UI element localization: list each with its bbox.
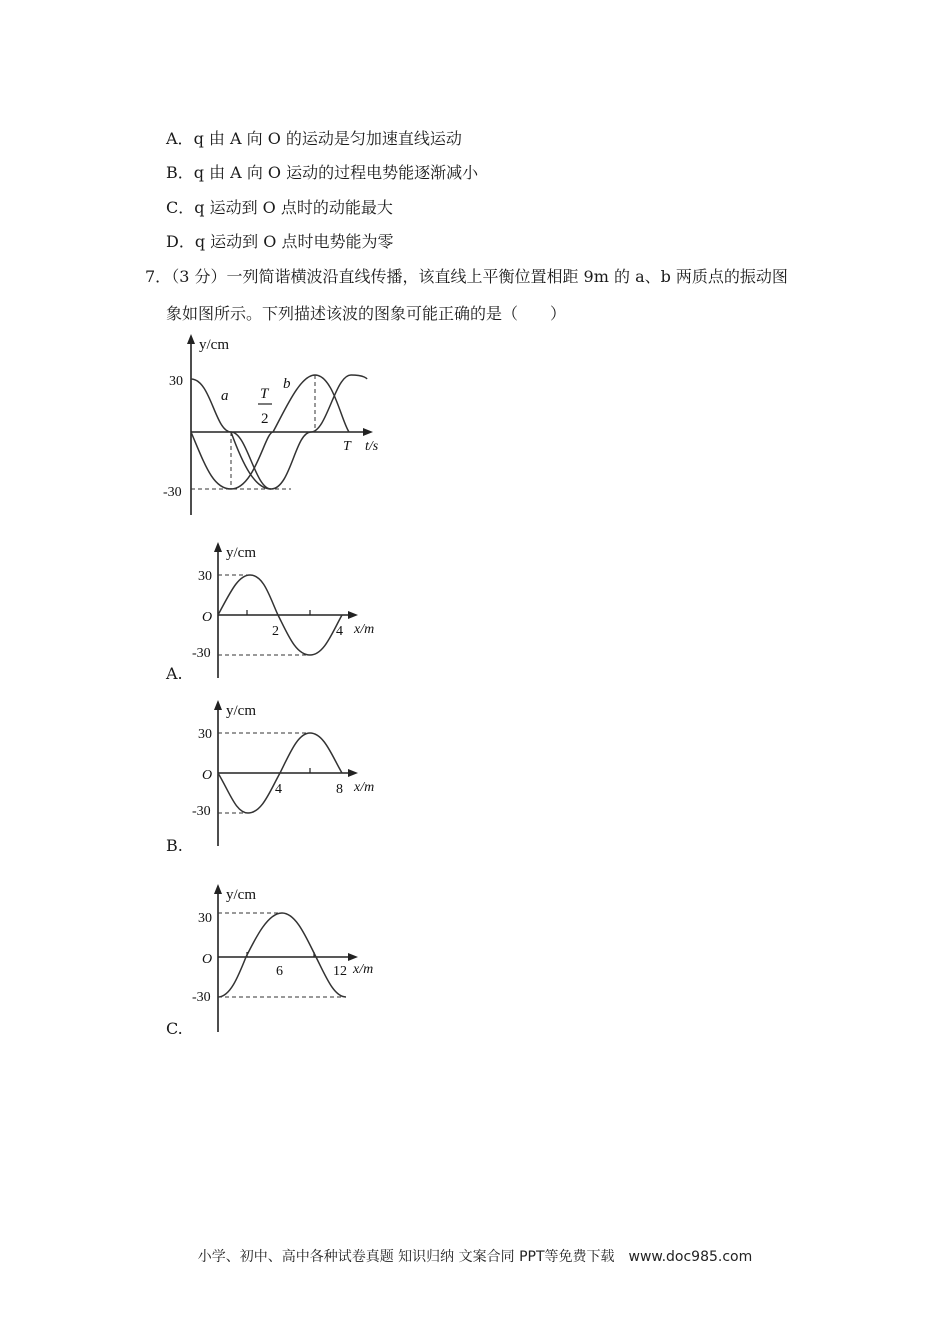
tick-30: 30 <box>198 911 212 926</box>
page-footer: 小学、初中、高中各种试卷真题 知识归纳 文案合同 PPT等免费下载 www.doc985.com <box>197 1249 753 1265</box>
origin-label: O <box>202 952 213 967</box>
tick-30: 30 <box>198 727 212 742</box>
y-axis-label: y/cm <box>226 887 256 903</box>
x-tick-2: 8 <box>336 782 343 797</box>
tick-neg30: -30 <box>192 990 211 1005</box>
x-tick-1: 2 <box>272 624 279 639</box>
tick-30: 30 <box>198 569 212 584</box>
option-text: q 运动到 O 点时的动能最大 <box>194 198 393 217</box>
x-axis-label: x/m <box>354 622 375 637</box>
x-axis-arrow <box>348 611 358 619</box>
option-d <box>166 229 393 252</box>
origin-label: O <box>202 610 213 625</box>
option-letter: B． <box>166 163 194 182</box>
half-T-numerator: T <box>260 386 269 402</box>
choice-c-graph <box>190 880 390 1035</box>
origin-label: O <box>202 768 213 783</box>
y-axis-arrow <box>214 884 222 894</box>
choice-b-graph <box>190 696 390 846</box>
option-a <box>166 126 462 149</box>
y-axis-label: y/cm <box>226 703 256 719</box>
tick-30: 30 <box>169 374 183 389</box>
half-T-denominator: 2 <box>261 411 269 427</box>
option-letter: C． <box>166 198 195 217</box>
curve-a-label: a <box>221 388 229 404</box>
y-axis-label: y/cm <box>226 545 256 561</box>
wave-c <box>218 913 346 997</box>
option-b <box>166 160 478 183</box>
x-tick-1: 6 <box>276 964 283 979</box>
question-7-line2: 象如图所示。下列描述该波的图象可能正确的是（ ） <box>166 304 567 323</box>
option-text: q 运动到 O 点时电势能为零 <box>194 232 394 251</box>
x-tick-1: 4 <box>275 782 282 797</box>
question-number: 7． <box>145 267 172 286</box>
option-c <box>166 195 393 218</box>
x-tick-2: 12 <box>333 964 347 979</box>
tick-neg30: -30 <box>192 646 211 661</box>
choice-a-graph <box>190 538 390 678</box>
option-letter: A． <box>166 129 194 148</box>
x-axis-label: x/m <box>354 780 375 795</box>
tick-neg30: -30 <box>192 804 211 819</box>
option-letter: D． <box>166 232 195 251</box>
choice-a-label: A. <box>166 664 183 683</box>
x-axis-arrow <box>348 769 358 777</box>
x-axis-label: x/m <box>353 962 374 977</box>
y-axis-label: y/cm <box>199 337 229 353</box>
option-text: q 由 A 向 O 的运动是匀加速直线运动 <box>193 129 462 148</box>
option-text: q 由 A 向 O 运动的过程电势能逐渐减小 <box>193 163 479 182</box>
question-7-line1 <box>145 264 788 287</box>
T-label: T <box>343 439 351 454</box>
x-tick-2: 4 <box>336 624 343 639</box>
question-text: （3 分）一列简谐横波沿直线传播，该直线上平衡位置相距 9m 的 a、b 两质点的振动图 <box>171 267 788 286</box>
y-axis-arrow <box>214 542 222 552</box>
vibration-graph <box>155 330 395 520</box>
choice-c-label: C. <box>166 1019 183 1038</box>
curve-b-label: b <box>283 376 291 392</box>
y-axis-arrow <box>214 700 222 710</box>
choice-b-label: B. <box>166 836 183 855</box>
t-axis-label: t/s <box>365 439 379 454</box>
x-axis-arrow <box>348 953 358 961</box>
tick-neg30: -30 <box>163 485 182 500</box>
y-axis-arrow <box>187 334 195 344</box>
t-axis-arrow <box>363 428 373 436</box>
